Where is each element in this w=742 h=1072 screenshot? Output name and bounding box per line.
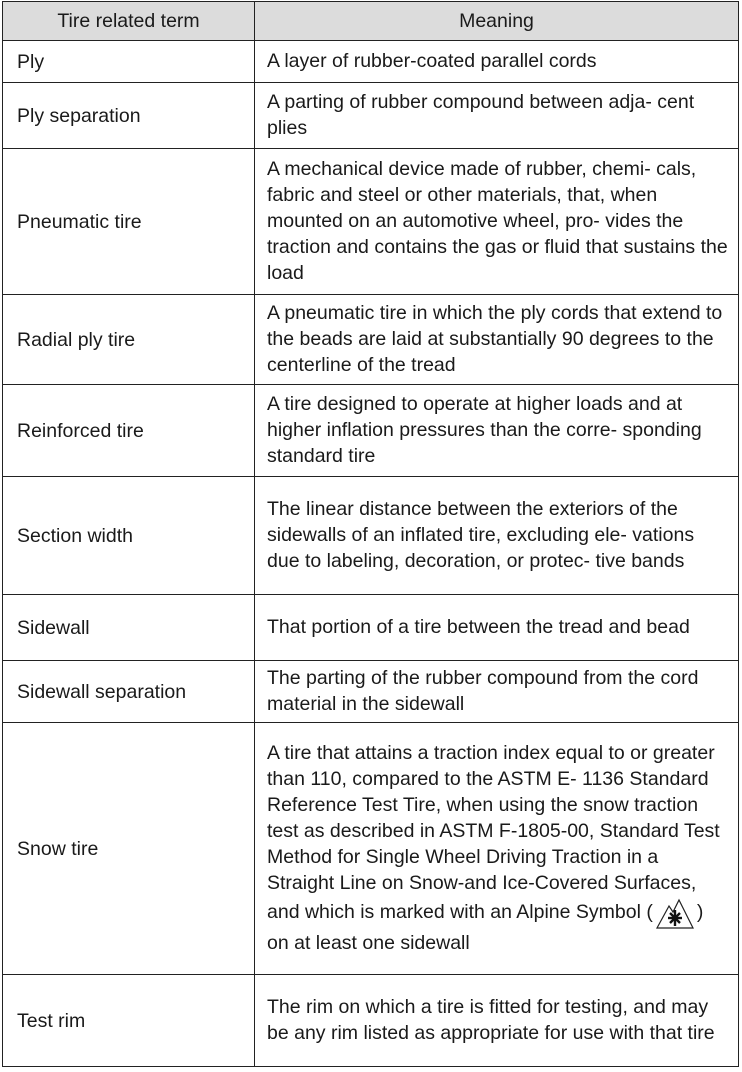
table-row [3, 723, 739, 975]
term-cell: Radial ply tire [3, 295, 255, 385]
table-row [3, 975, 739, 1067]
meaning-cell: A parting of rubber compound between adja- cent plies [255, 83, 739, 149]
meaning-cell: A tire designed to operate at higher loads and at higher inflation pressures than the corre- sponding standard tire [255, 385, 739, 477]
alpine-snowflake-icon [655, 896, 695, 930]
meaning-cell: A mechanical device made of rubber, chemi- cals, fabric and steel or other materials, that, when mounted on an automotive wheel, pro- vides the traction and contains the gas or fluid that sustains the load [255, 149, 739, 295]
table-row [3, 661, 739, 723]
header-row [3, 2, 739, 41]
term-cell: Test rim [3, 975, 255, 1067]
header-meaning: Meaning [255, 2, 739, 41]
term-cell: Ply [3, 41, 255, 83]
term-cell: Sidewall [3, 595, 255, 661]
term-cell: Sidewall separation [3, 661, 255, 723]
term-cell: Snow tire [3, 723, 255, 975]
meaning-cell: The parting of the rubber compound from the cord material in the sidewall [255, 661, 739, 723]
table-row [3, 385, 739, 477]
meaning-cell: The rim on which a tire is fitted for testing, and may be any rim listed as appropriate for use with that tire [255, 975, 739, 1067]
meaning-cell: The linear distance between the exteriors of the sidewalls of an inflated tire, excluding ele- vations due to labeling, decoration, or protec- tive bands [255, 477, 739, 595]
table-row [3, 595, 739, 661]
table-row [3, 41, 739, 83]
term-cell: Pneumatic tire [3, 149, 255, 295]
table-row [3, 295, 739, 385]
header-term: Tire related term [3, 2, 255, 41]
term-cell: Ply separation [3, 83, 255, 149]
meaning-cell [255, 723, 739, 975]
term-cell: Section width [3, 477, 255, 595]
term-cell: Reinforced tire [3, 385, 255, 477]
meaning-cell: A layer of rubber-coated parallel cords [255, 41, 739, 83]
meaning-text: ) on at least one sidewall [267, 900, 704, 954]
meaning-cell: A pneumatic tire in which the ply cords that extend to the beads are laid at substantially 90 degrees to the centerline of the tread [255, 295, 739, 385]
meaning-text: A tire that attains a traction index equal to or greater than 110, compared to the ASTM E- 1136 Standard Reference Test Tire, when using the snow traction test as described in ASTM F-1805-00, Standard Test Method for Single Wheel Driving Traction in a Straight Line on Snow-and Ice-Covered Surfaces, and which is marked with an Alpine Symbol ( [267, 741, 720, 923]
table-row [3, 149, 739, 295]
table-row [3, 477, 739, 595]
tire-terms-table [2, 1, 739, 1067]
meaning-cell: That portion of a tire between the tread and bead [255, 595, 739, 661]
table-row [3, 83, 739, 149]
